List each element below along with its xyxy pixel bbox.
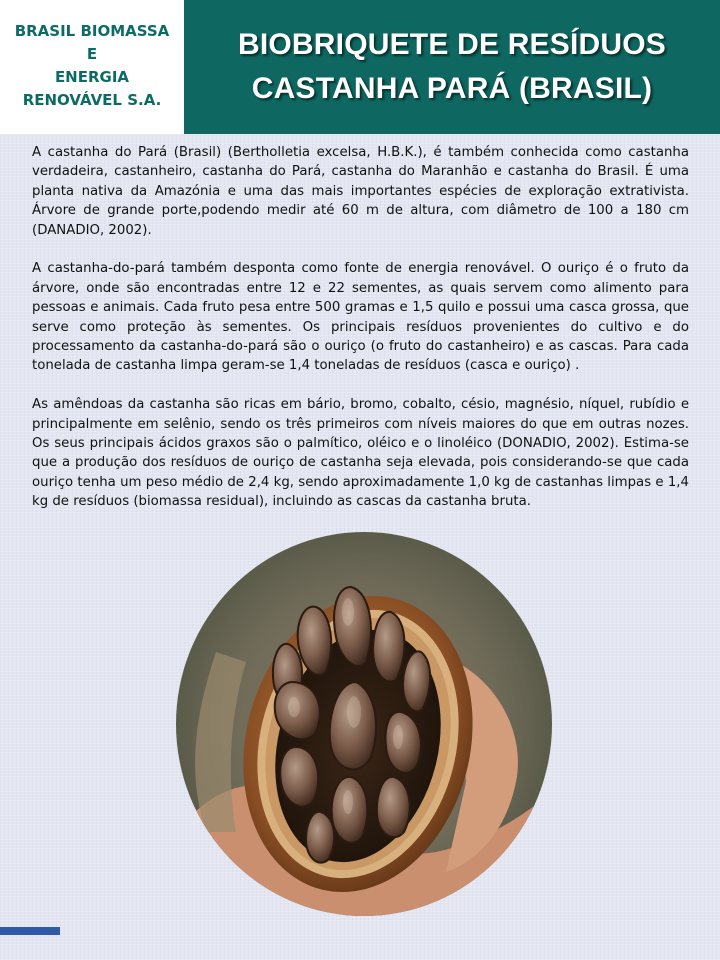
- footer-accent-bar: [0, 927, 60, 935]
- company-logo-box: [0, 0, 184, 134]
- title-banner: [184, 0, 720, 134]
- page-title-line-2: CASTANHA PARÁ (BRASIL): [251, 72, 653, 105]
- company-name-line-2: ENERGIA: [54, 68, 130, 86]
- company-name-line-3: RENOVÁVEL S.A.: [22, 91, 162, 109]
- page-title-line-1: BIOBRIQUETE DE RESÍDUOS: [238, 28, 666, 61]
- company-name-line-1: BRASIL BIOMASSA E: [14, 22, 170, 63]
- paragraph-description: A castanha do Pará (Brasil) (Bertholletia excelsa, H.B.K.), é também conhecida como castanha verdadeira, castanheiro, castanha do Pará, castanha do Maranhão e castanha do Brasil. É uma planta nativa da Amazónia e uma das mais importantes espécies de exploração extrativista. Árvore de grande porte,podendo medir até 60 m de altura, com diâmetro de 100 a 180 cm (DANADIO, 2002).: [32, 145, 689, 238]
- paragraph-composition: As amêndoas da castanha são ricas em bário, bromo, cobalto, césio, magnésio, níquel, rubídio e principalmente em selênio, sendo os três primeiros com níveis maiores do que em outras nozes. Os seus principais ácidos graxos são o palmítico, oléico e o linoléico (DONADIO, 2002). Estima-se que a produção dos resíduos de ouriço de castanha seja elevada, pois considerando-se que cada ouriço tenha um peso médio de 2,4 kg, sendo aproximadamente 1,0 kg de castanhas limpas e 1,4 kg de resíduos (biomassa residual), incluindo as cascas da castanha bruta.: [32, 397, 689, 510]
- paragraph-renewable-energy: A castanha-do-pará também desponta como fonte de energia renovável. O ouriço é o fruto da árvore, onde são encontradas entre 12 e 22 sementes, as quais servem como alimento para pessoas e animais. Cada fruto pesa entre 500 gramas e 1,5 quilo e possui uma casca grossa, que serve como proteção às sementes. Os principais resíduos provenientes do cultivo e do processamento da castanha-do-pará são o ouriço (o fruto do castanheiro) e as cascas. Para cada tonelada de castanha limpa geram-se 1,4 toneladas de resíduos (casca e ouriço) .: [32, 261, 689, 374]
- brazil-nut-pod-illustration: [176, 532, 552, 916]
- brazil-nut-pod-photo: [176, 532, 552, 916]
- article-body: [32, 143, 689, 531]
- company-name: [7, 20, 177, 112]
